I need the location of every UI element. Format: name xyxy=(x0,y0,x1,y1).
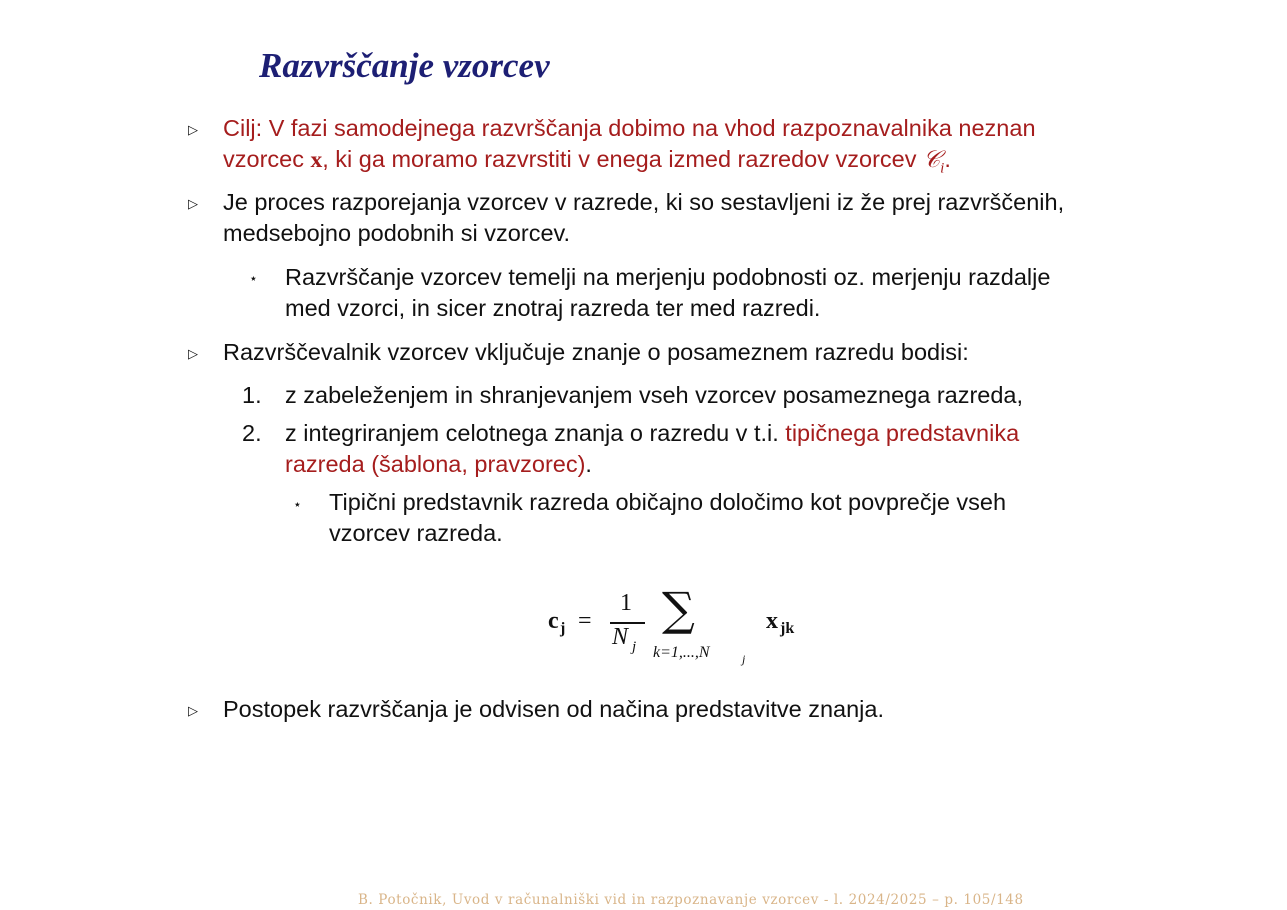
formula-term: x xyxy=(766,608,778,634)
bullet-3-text: Razvrščevalnik vzorcev vključuje znanje o posameznem razredu bodisi: xyxy=(223,339,969,365)
formula-denominator: N xyxy=(612,624,629,650)
bullet-2-sub-line-1: Razvrščanje vzorcev temelji na merjenju podobnosti oz. merjenju razdalje xyxy=(285,264,1051,290)
formula-term-sub: jk xyxy=(780,620,795,637)
enum-2-line-2-highlight: razreda (šablona, pravzorec) xyxy=(285,451,586,477)
slide-footer: B. Potočnik, Uvod v računalniški vid in razpoznavanje vzorcev - l. 2024/2025 – p. 105/148 xyxy=(358,892,1024,908)
triangle-bullet-icon: ▷ xyxy=(188,346,198,361)
formula-denominator-sub: j xyxy=(632,639,637,655)
star-bullet-icon: ⋆ xyxy=(293,496,302,512)
class-mean-formula xyxy=(546,582,816,672)
enum-1-text: z zabeleženjem in shranjevanjem vseh vzorcev posameznega razreda, xyxy=(285,382,1024,408)
class-symbol-sub: i xyxy=(940,160,945,177)
triangle-bullet-icon: ▷ xyxy=(188,196,198,211)
sum-lower-limit-sub: j xyxy=(742,652,746,666)
bullet-1-line-2-end: . xyxy=(944,146,951,172)
formula-lhs-sub: j xyxy=(560,620,566,637)
enum-2-line-1-highlight: tipičnega predstavnika xyxy=(785,420,1020,446)
enum-2-sub-line-2: vzorcev razreda. xyxy=(329,520,503,546)
bullet-2-line-2: medsebojno podobnih si vzorcev. xyxy=(223,220,571,246)
enum-1-number: 1. xyxy=(242,382,262,408)
triangle-bullet-icon: ▷ xyxy=(188,703,198,718)
bullet-1-line-2-b: , ki ga moramo razvrstiti v enega izmed razredov vzorcev xyxy=(322,146,924,172)
enum-2-line-2-end: . xyxy=(585,451,592,477)
bullet-1-text xyxy=(223,113,1036,185)
bullet-4-text: Postopek razvrščanja je odvisen od načina predstavitve znanja. xyxy=(223,696,884,722)
vector-x: x xyxy=(310,147,323,173)
sum-lower-limit: k=1,...,N xyxy=(653,644,710,661)
bullet-1-line-2 xyxy=(223,144,1036,185)
bullet-2-sub-text xyxy=(285,262,1050,324)
class-symbol: 𝒞 xyxy=(923,147,941,173)
bullet-1-line-2-a: vzorcec xyxy=(223,146,311,172)
triangle-bullet-icon: ▷ xyxy=(188,122,198,137)
enum-2-sub-line-1: Tipični predstavnik razreda običajno določimo kot povprečje vseh xyxy=(329,489,1007,515)
formula-equals: = xyxy=(578,608,592,634)
enum-2-sub-text xyxy=(329,487,1006,549)
bullet-2-sub-line-2: med vzorci, in sicer znotraj razreda ter med razredi. xyxy=(285,295,821,321)
bullet-1-line-1: Cilj: V fazi samodejnega razvrščanja dobimo na vhod razpoznavalnika neznan xyxy=(223,115,1036,141)
enum-2-number: 2. xyxy=(242,420,262,446)
formula-lhs: c xyxy=(548,608,559,634)
enum-2-line-1-a: z integriranjem celotnega znanja o razredu v t.i. xyxy=(285,420,786,446)
enum-2-line-1 xyxy=(285,418,1019,449)
star-bullet-icon: ⋆ xyxy=(249,270,258,286)
sum-symbol: ∑ xyxy=(662,582,695,636)
enum-2-line-2 xyxy=(285,449,1019,480)
enum-2-text xyxy=(285,418,1019,480)
bullet-2-text xyxy=(223,187,1064,249)
slide-title: Razvrščanje vzorcev xyxy=(259,46,550,85)
formula-numerator: 1 xyxy=(620,590,632,616)
bullet-2-line-1: Je proces razporejanja vzorcev v razrede, ki so sestavljeni iz že prej razvrščenih, xyxy=(223,189,1065,215)
